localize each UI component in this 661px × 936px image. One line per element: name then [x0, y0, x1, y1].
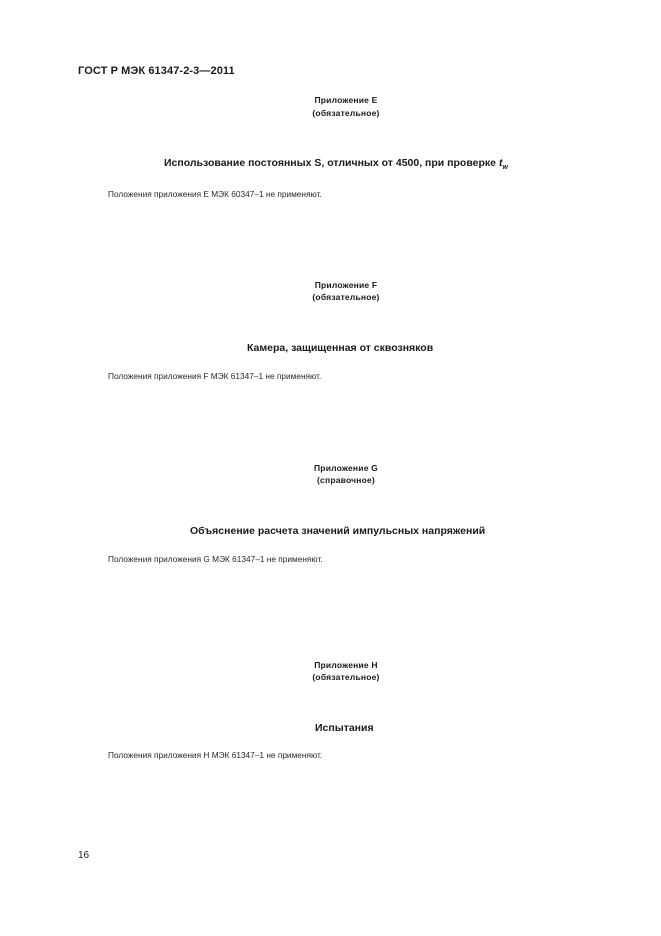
document-header: ГОСТ Р МЭК 61347-2-3—2011	[78, 65, 235, 77]
annex-g-title: Приложение G	[314, 463, 378, 473]
annex-e-status: (обязательное)	[312, 108, 380, 118]
annex-g-heading: Объяснение расчета значений импульсных напряжений	[190, 525, 486, 537]
annex-g-status: (справочное)	[317, 475, 375, 485]
annex-f-text: Положения приложения F МЭК 61347–1 не применяют.	[108, 371, 322, 381]
annex-h-text: Положения приложения Н МЭК 61347–1 не применяют.	[108, 750, 323, 760]
annex-e-symbol-t: t	[498, 157, 503, 169]
annex-g-text: Положения приложения G МЭК 61347–1 не применяют.	[108, 554, 323, 564]
annex-h-status: (обязательное)	[312, 672, 380, 682]
annex-e-heading-symbol	[498, 157, 508, 172]
annex-f-heading: Камера, защищенная от сквозняков	[247, 342, 434, 354]
annex-e-title: Приложение Е	[314, 95, 378, 105]
annex-f-title: Приложение F	[314, 280, 378, 290]
annex-h-title: Приложение Н	[314, 660, 378, 670]
annex-f-status: (обязательное)	[312, 292, 380, 302]
annex-e-heading	[164, 157, 508, 171]
annex-e-heading-text: Использование постоянных S, отличных от 4500, при проверке	[164, 157, 497, 169]
annex-h-heading: Испытания	[315, 722, 374, 734]
page-number: 16	[78, 850, 90, 861]
annex-e-text: Положения приложения Е МЭК 60347–1 не применяют.	[108, 189, 322, 199]
annex-e-symbol-sub: w	[502, 164, 508, 172]
